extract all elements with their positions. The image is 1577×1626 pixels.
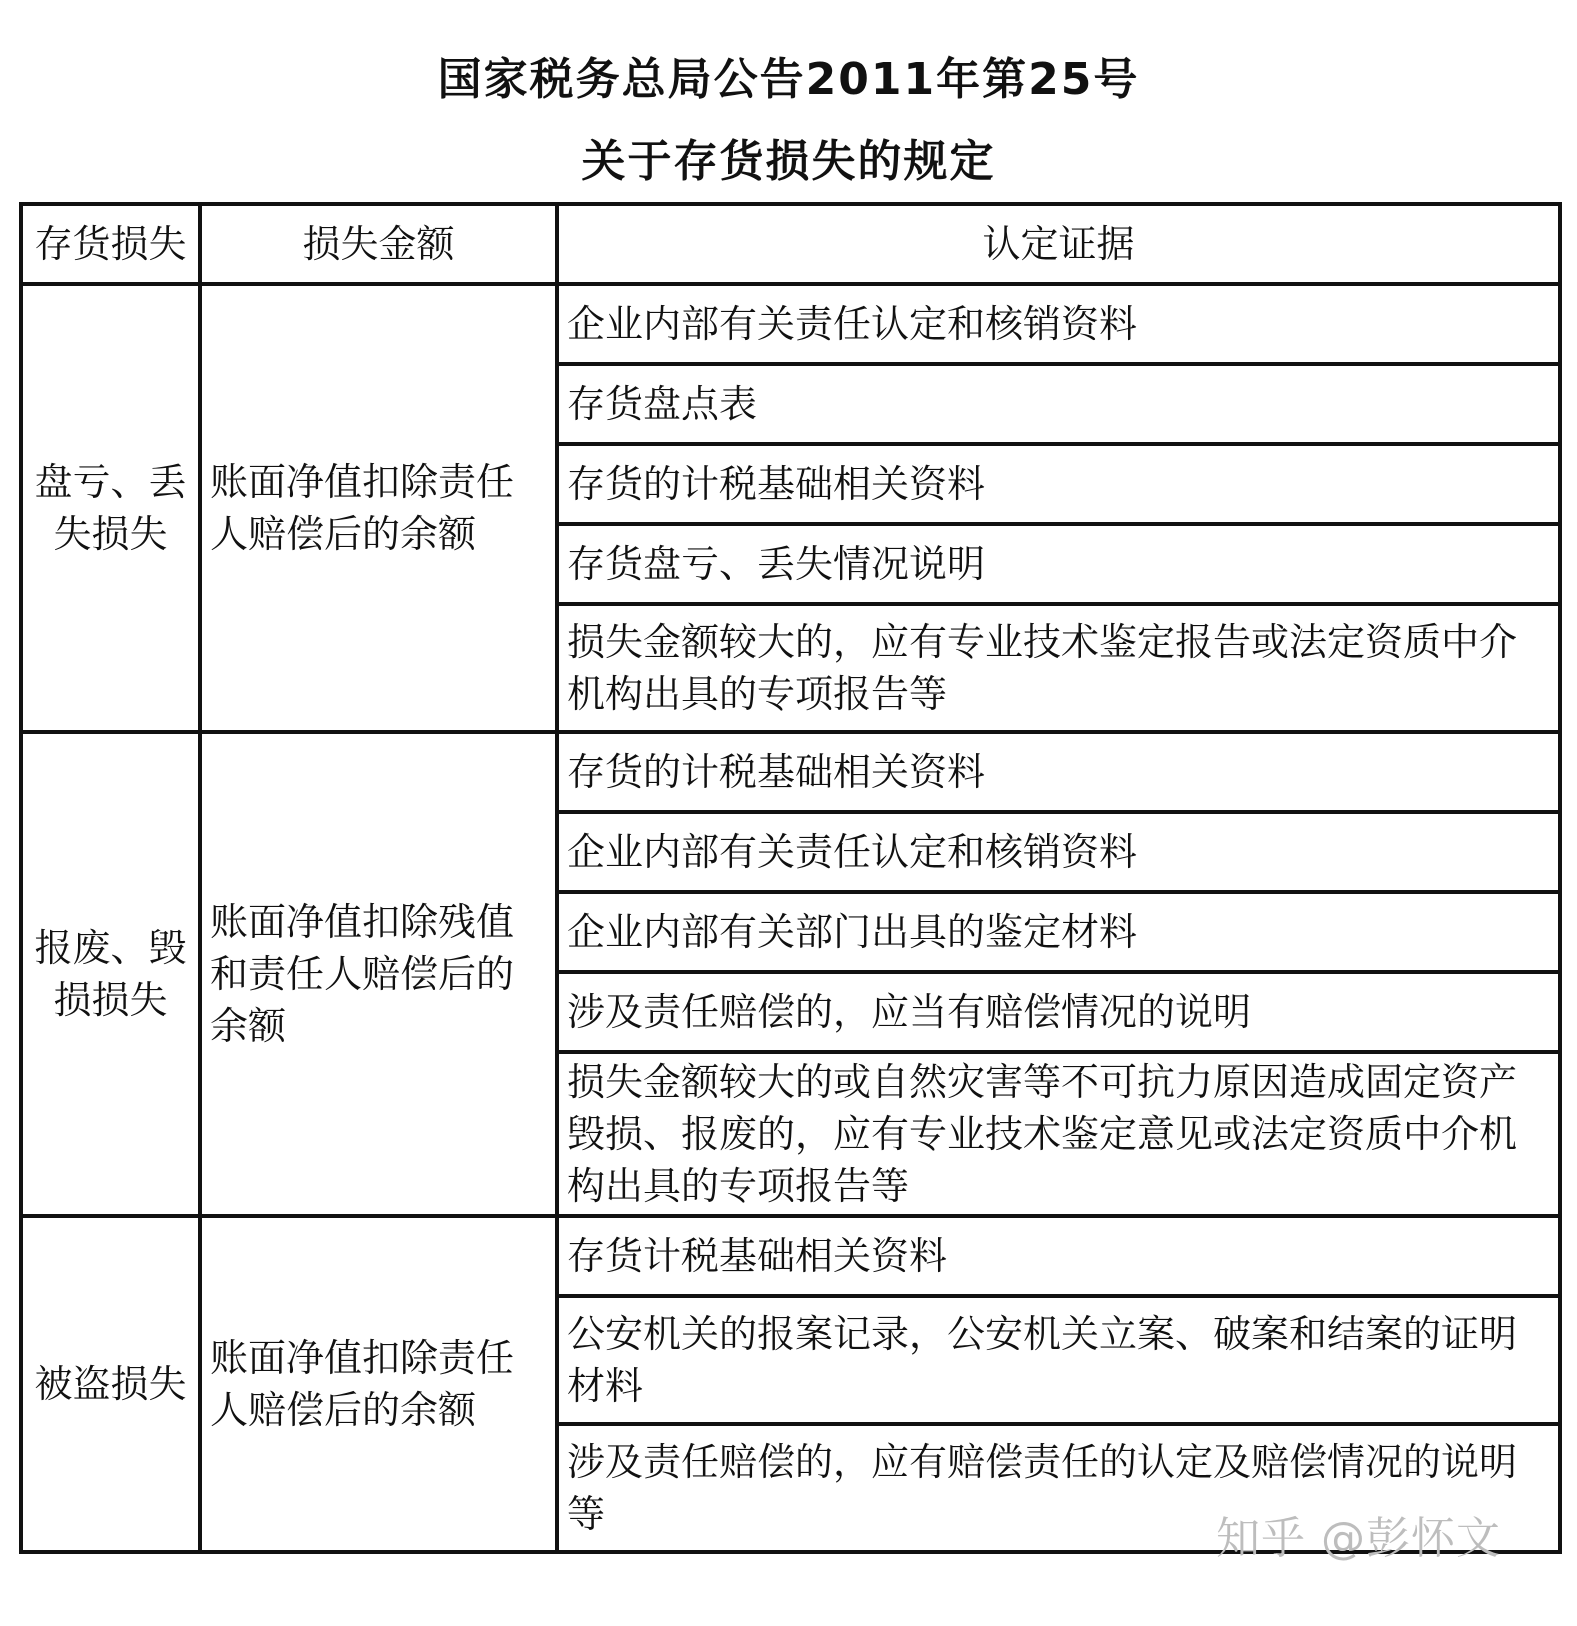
zhihu-watermark: 知乎 @彭怀文 (1216, 1513, 1501, 1564)
header-amount: 损失金额 (200, 204, 557, 284)
amount-cell: 账面净值扣除责任人赔偿后的余额 (200, 1216, 557, 1552)
evidence-cell: 涉及责任赔偿的，应有赔偿责任的认定及赔偿情况的说明等 (557, 1424, 1560, 1552)
evidence-cell: 涉及责任赔偿的，应当有赔偿情况的说明 (557, 972, 1560, 1052)
evidence-cell: 存货的计税基础相关资料 (557, 732, 1560, 812)
evidence-cell: 企业内部有关责任认定和核销资料 (557, 812, 1560, 892)
evidence-cell: 损失金额较大的或自然灾害等不可抗力原因造成固定资产毁损、报废的，应有专业技术鉴定意见或法定资质中介机构出具的专项报告等 (557, 1052, 1560, 1216)
evidence-cell: 存货盘点表 (557, 364, 1560, 444)
evidence-cell: 公安机关的报案记录，公安机关立案、破案和结案的证明材料 (557, 1296, 1560, 1424)
category-cell: 报废、毁损损失 (21, 732, 200, 1216)
amount-cell: 账面净值扣除残值和责任人赔偿后的余额 (200, 732, 557, 1216)
table-row (21, 284, 1560, 364)
header-category: 存货损失 (21, 204, 200, 284)
evidence-cell: 损失金额较大的，应有专业技术鉴定报告或法定资质中介机构出具的专项报告等 (557, 604, 1560, 732)
category-cell: 盘亏、丢失损失 (21, 284, 200, 732)
document-title: 国家税务总局公告2011年第25号 (437, 54, 1140, 105)
table-row (21, 1216, 1560, 1296)
amount-cell: 账面净值扣除责任人赔偿后的余额 (200, 284, 557, 732)
evidence-cell: 存货盘亏、丢失情况说明 (557, 524, 1560, 604)
evidence-cell: 存货计税基础相关资料 (557, 1216, 1560, 1296)
evidence-cell: 企业内部有关部门出具的鉴定材料 (557, 892, 1560, 972)
inventory-loss-table (19, 202, 1562, 1554)
header-evidence: 认定证据 (557, 204, 1560, 284)
document-subtitle: 关于存货损失的规定 (581, 136, 996, 187)
table-row (21, 732, 1560, 812)
category-cell: 被盗损失 (21, 1216, 200, 1552)
table-header-row (21, 204, 1560, 284)
evidence-cell: 存货的计税基础相关资料 (557, 444, 1560, 524)
evidence-cell: 企业内部有关责任认定和核销资料 (557, 284, 1560, 364)
